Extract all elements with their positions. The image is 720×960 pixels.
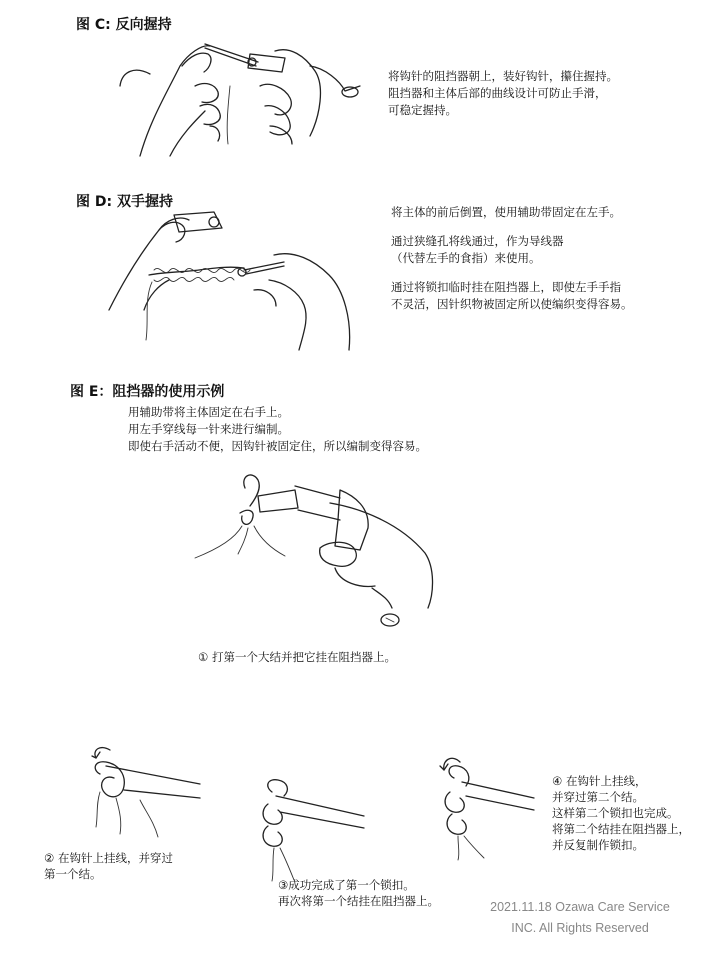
blank-line: [391, 267, 633, 279]
copyright-line: 2021.11.18 Ozawa Care Service: [490, 900, 670, 914]
text-line: （代替左手的食指）来使用。: [391, 251, 541, 265]
section-c-heading: 图 C: 反向握持: [76, 17, 172, 33]
section-d-heading: 图 D: 双手握持: [76, 194, 173, 210]
step2-illustration: [80, 742, 210, 842]
step4-caption: [552, 773, 690, 853]
text-line: 并穿过第二个结。: [552, 790, 644, 804]
step1-illustration: [190, 468, 440, 638]
text-line: 将第二个结挂在阻挡器上，: [552, 822, 690, 836]
section-d-description: [391, 204, 633, 313]
step3-illustration: [254, 776, 374, 886]
blank-line: [391, 221, 633, 233]
text-line: 再次将第一个结挂在阻挡器上。: [278, 894, 439, 908]
text-line: 用左手穿线每一针来进行编制。: [128, 422, 289, 436]
text-line: 可稳定握持。: [388, 103, 457, 117]
step4-illustration: [434, 752, 544, 862]
text-line: ① 打第一个大结并把它挂在阻挡器上。: [198, 650, 396, 664]
text-line: 即使右手活动不便，因钩针被固定住，所以编制变得容易。: [128, 439, 427, 453]
step2-caption: [44, 850, 173, 882]
text-line: 将钩针的阻挡器朝上，装好钩针，攥住握持。: [388, 69, 618, 83]
text-line: 阻挡器和主体后部的曲线设计可防止手滑，: [388, 86, 607, 100]
text-line: 通过将锁扣临时挂在阻挡器上，即使左手手指: [391, 280, 621, 294]
step3-caption: [278, 877, 439, 909]
text-line: 并反复制作锁扣。: [552, 838, 644, 852]
text-line: 通过狭缝孔将线通过，作为导线器: [391, 234, 564, 248]
section-c-description: [388, 68, 618, 119]
text-line: ④ 在钩针上挂线，: [552, 774, 647, 788]
section-e-heading: 图 E：阻挡器的使用示例: [70, 384, 225, 400]
copyright-notice: [470, 897, 690, 939]
reverse-grip-illustration: [110, 26, 370, 166]
step1-caption: [198, 649, 396, 665]
text-line: 这样第二个锁扣也完成。: [552, 806, 679, 820]
text-line: 不灵活，因针织物被固定所以使编织变得容易。: [391, 297, 633, 311]
text-line: ② 在钩针上挂线，并穿过: [44, 851, 173, 865]
text-line: 第一个结。: [44, 867, 102, 881]
text-line: ③成功完成了第一个锁扣。: [278, 878, 415, 892]
text-line: 将主体的前后倒置，使用辅助带固定在左手。: [391, 205, 621, 219]
copyright-line: INC. All Rights Reserved: [511, 921, 649, 935]
section-e-description: [128, 404, 427, 455]
two-hand-grip-illustration: [104, 200, 364, 365]
text-line: 用辅助带将主体固定在右手上。: [128, 405, 289, 419]
